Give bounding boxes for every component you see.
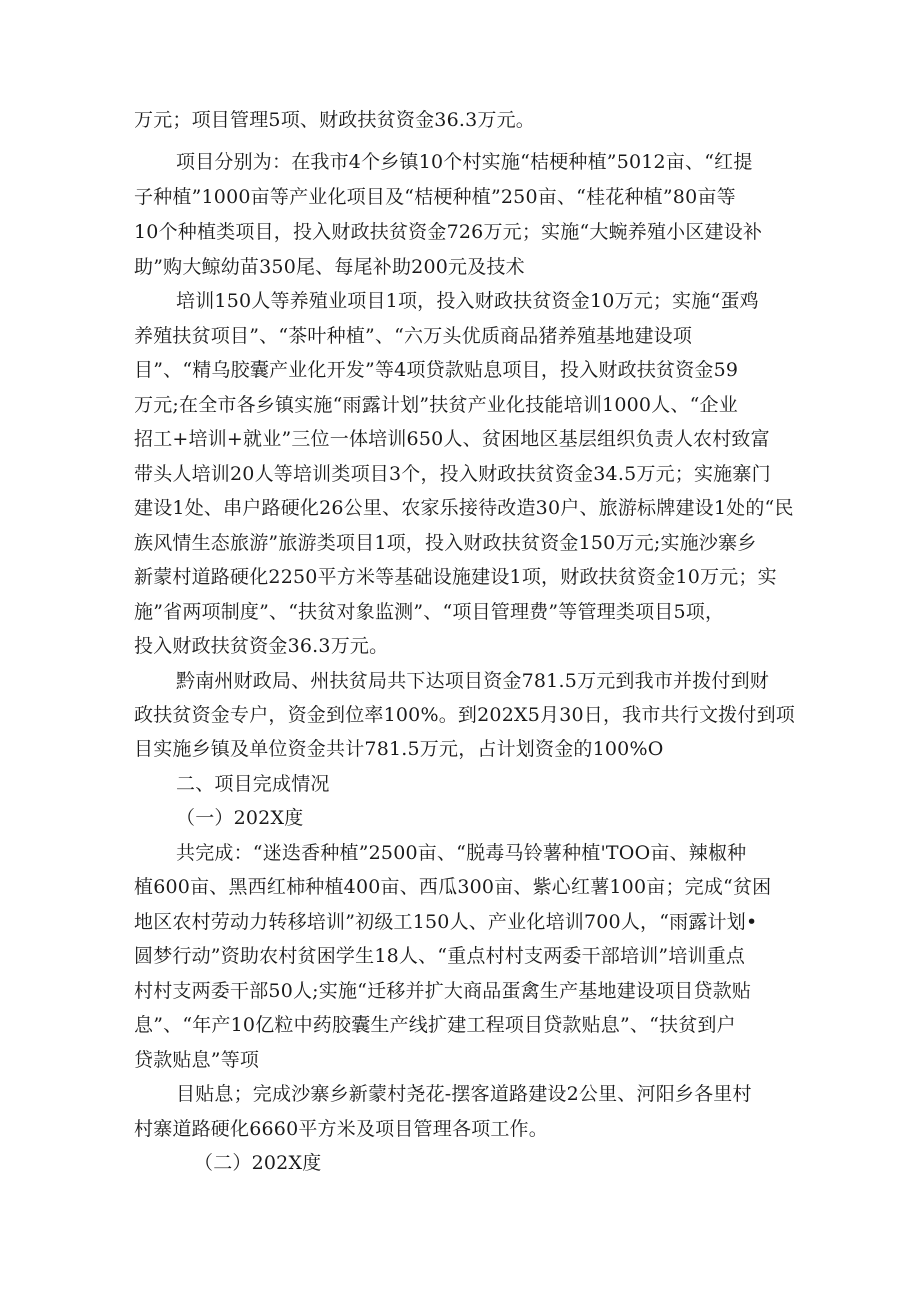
text-line: 息”、“年产10亿粒中药胶囊生产线扩建工程项目贷款贴息”、“扶贫到户 — [134, 1014, 736, 1036]
text-line: 贷款贴息”等项 — [134, 1049, 260, 1071]
text-line: 目实施乡镇及单位资金共计781.5万元，占计划资金的100%O — [134, 738, 664, 760]
text-line: 植600亩、黑西红柿种植400亩、西瓜300亩、紫心红薯100亩；完成“贫困 — [134, 876, 772, 898]
text-line: 养殖扶贫项目”、“茶叶种植”、“六万头优质商品猪养殖基地建设项 — [134, 325, 693, 347]
text-line: 建设1处、串户路硬化26公里、农家乐接待改造30户、旅游标牌建设1处的“民 — [134, 497, 794, 519]
text-line: 培训150人等养殖业项目1项，投入财政扶贫资金10万元；实施“蛋鸡 — [176, 290, 759, 312]
text-line: 目贴息；完成沙寨乡新蒙村尧花-摆客道路建设2公里、河阳乡各里村 — [176, 1083, 752, 1105]
subsection-heading: （一）202X度 — [176, 807, 304, 829]
text-line: 投入财政扶贫资金36.3万元。 — [134, 635, 389, 657]
text-line: 新蒙村道路硬化2250平方米等基础设施建设1项，财政扶贫资金10万元；实 — [134, 566, 777, 588]
text-line: 万元;在全市各乡镇实施“雨露计划”扶贫产业化技能培训1000人、“企业 — [134, 394, 738, 416]
text-line: 共完成：“迷迭香种植”2500亩、“脱毒马铃薯种植'TOO亩、辣椒种 — [176, 842, 747, 864]
text-line: 政扶贫资金专户，资金到位率100%。到202X5月30日，我市共行文拨付到项 — [134, 704, 795, 726]
text-line: 招工+培训+就业”三位一体培训650人、贫困地区基层组织负责人农村致富 — [134, 428, 770, 450]
text-line: 地区农村劳动力转移培训”初级工150人、产业化培训700人，“雨露计划• — [134, 911, 758, 933]
section-heading: 二、项目完成情况 — [176, 773, 330, 795]
text-line: 族风情生态旅游”旅游类项目1项，投入财政扶贫资金150万元;实施沙寨乡 — [134, 532, 757, 554]
text-line: 村村支两委干部50人;实施“迁移并扩大商品蛋禽生产基地建设项目贷款贴 — [134, 980, 752, 1002]
text-line: 施”省两项制度”、“扶贫对象监测”、“项目管理费”等管理类项目5项， — [134, 601, 725, 623]
text-line: 目”、“精乌胶囊产业化开发”等4项贷款贴息项目，投入财政扶贫资金59 — [134, 359, 739, 381]
text-line: 项目分别为：在我市4个乡镇10个村实施“桔梗种植”5012亩、“红提 — [176, 151, 753, 173]
text-line: 万元；项目管理5项、财政扶贫资金36.3万元。 — [134, 109, 535, 131]
text-line: 带头人培训20人等培训类项目3个，投入财政扶贫资金34.5万元；实施寨门 — [134, 463, 771, 485]
subsection-heading: （二）202X度 — [194, 1152, 322, 1174]
text-line: 黔南州财政局、州扶贫局共下达项目资金781.5万元到我市并拨付到财 — [176, 670, 769, 692]
text-line: 子种植”1000亩等产业化项目及“桔梗种植”250亩、“桂花种植”80亩等 — [134, 186, 736, 208]
text-line: 助”购大鲸幼苗350尾、每尾补助200元及技术 — [134, 256, 525, 278]
text-line: 圆梦行动”资助农村贫困学生18人、“重点村村支两委干部培训”培训重点 — [134, 945, 746, 967]
text-line: 村寨道路硬化6660平方米及项目管理各项工作。 — [134, 1118, 548, 1140]
text-line: 10个种植类项目，投入财政扶贫资金726万元；实施“大蜿养殖小区建设补 — [134, 221, 763, 243]
